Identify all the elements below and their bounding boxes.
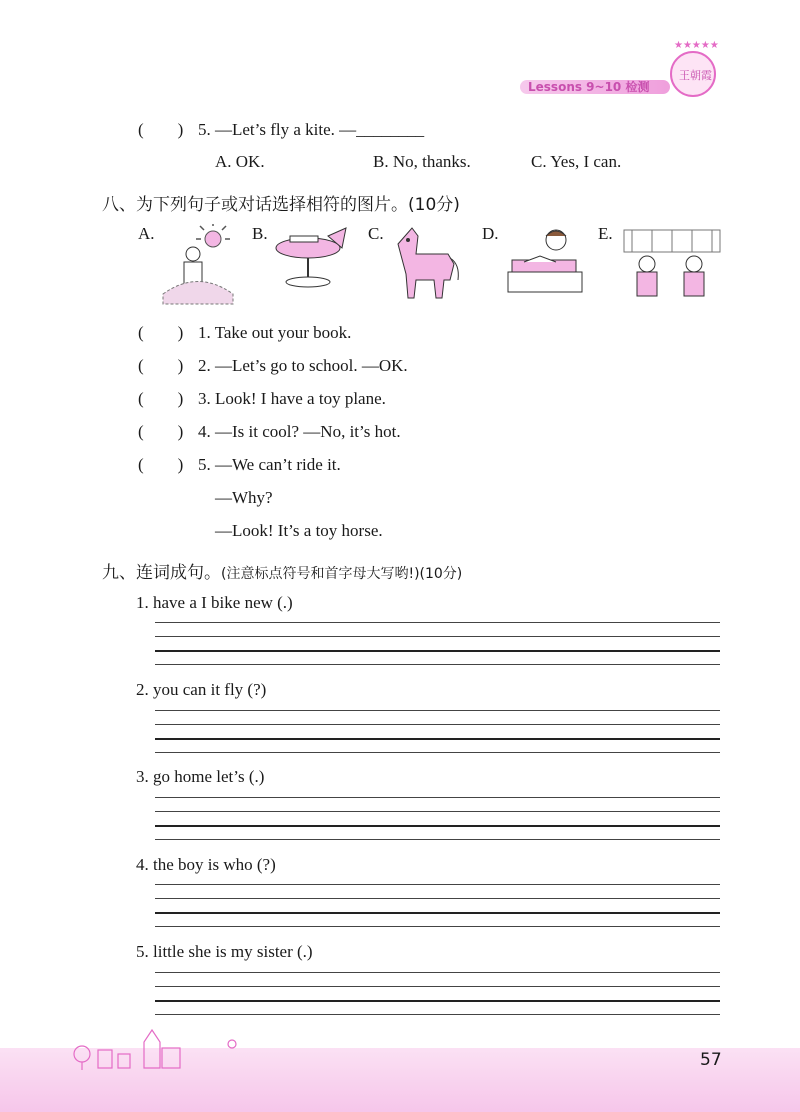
section9-note: (注意标点符号和首字母大写哟!)(10分): [221, 566, 463, 582]
question-text: 5. —Let’s fly a kite. —________: [198, 120, 425, 139]
header-badge: [662, 36, 724, 98]
picture-toy-horse: [388, 224, 462, 302]
writing-lines-3[interactable]: [155, 797, 720, 843]
header-title: Lessons 9~10 检测: [528, 80, 650, 94]
s9-item-4: 4. the boy is who (?): [136, 855, 276, 874]
s7-option-a: A. OK.: [215, 152, 265, 171]
answer-blank[interactable]: ( ): [138, 323, 184, 342]
s8-item-5: [138, 455, 341, 475]
picture-label-a: A.: [138, 224, 155, 243]
writing-lines-5[interactable]: [155, 972, 720, 1018]
s7-question-5: [138, 120, 424, 140]
picture-boy-desk-book: [504, 226, 588, 296]
s7-option-b: B. No, thanks.: [373, 152, 471, 171]
s8-item-2: [138, 356, 408, 376]
section9-title: 九、连词成句。: [102, 563, 221, 583]
s9-item-5: 5. little she is my sister (.): [136, 942, 313, 961]
s8-item-3: [138, 389, 386, 409]
s9-item-3: 3. go home let’s (.): [136, 767, 265, 786]
item-text: 2. —Let’s go to school. —OK.: [198, 356, 408, 375]
writing-lines-4[interactable]: [155, 884, 720, 930]
item-text: 1. Take out your book.: [198, 323, 352, 342]
answer-blank[interactable]: ( ): [138, 389, 184, 408]
section8-heading: [102, 190, 460, 215]
item-text: 5. —We can’t ride it.: [198, 455, 341, 474]
page-number: 57: [700, 1050, 722, 1070]
svg-text:★★★★★: ★★★★★: [674, 40, 719, 51]
writing-lines-1[interactable]: [155, 622, 720, 668]
s7-option-c: C. Yes, I can.: [531, 152, 622, 171]
answer-blank[interactable]: ( ): [138, 120, 184, 139]
section9-heading: [102, 558, 462, 583]
s8-item-4: [138, 422, 401, 442]
svg-text:王朝霞: 王朝霞: [679, 69, 712, 82]
picture-label-c: C.: [368, 224, 384, 243]
answer-blank[interactable]: ( ): [138, 356, 184, 375]
writing-lines-2[interactable]: [155, 710, 720, 756]
s8-item-5-line-3: —Look! It’s a toy horse.: [215, 521, 383, 540]
s9-item-1: 1. have a I bike new (.): [136, 593, 293, 612]
picture-label-d: D.: [482, 224, 499, 243]
item-text: 3. Look! I have a toy plane.: [198, 389, 386, 408]
section8-score: (10分): [408, 195, 460, 215]
answer-blank[interactable]: ( ): [138, 455, 184, 474]
answer-blank[interactable]: ( ): [138, 422, 184, 441]
s9-item-2: 2. you can it fly (?): [136, 680, 267, 699]
item-text: 4. —Is it cool? —No, it’s hot.: [198, 422, 401, 441]
s8-item-1: [138, 323, 351, 343]
picture-children-school: [622, 226, 722, 302]
s8-item-5-line-2: —Why?: [215, 488, 273, 507]
picture-toy-plane: [268, 226, 354, 292]
picture-hot-sun-boy: [158, 224, 238, 306]
picture-label-e: E.: [598, 224, 613, 243]
badge-icon: [662, 36, 724, 98]
section8-title: 八、为下列句子或对话选择相符的图片。: [102, 195, 408, 215]
picture-label-b: B.: [252, 224, 268, 243]
castle-decoration-icon: [72, 1024, 252, 1072]
